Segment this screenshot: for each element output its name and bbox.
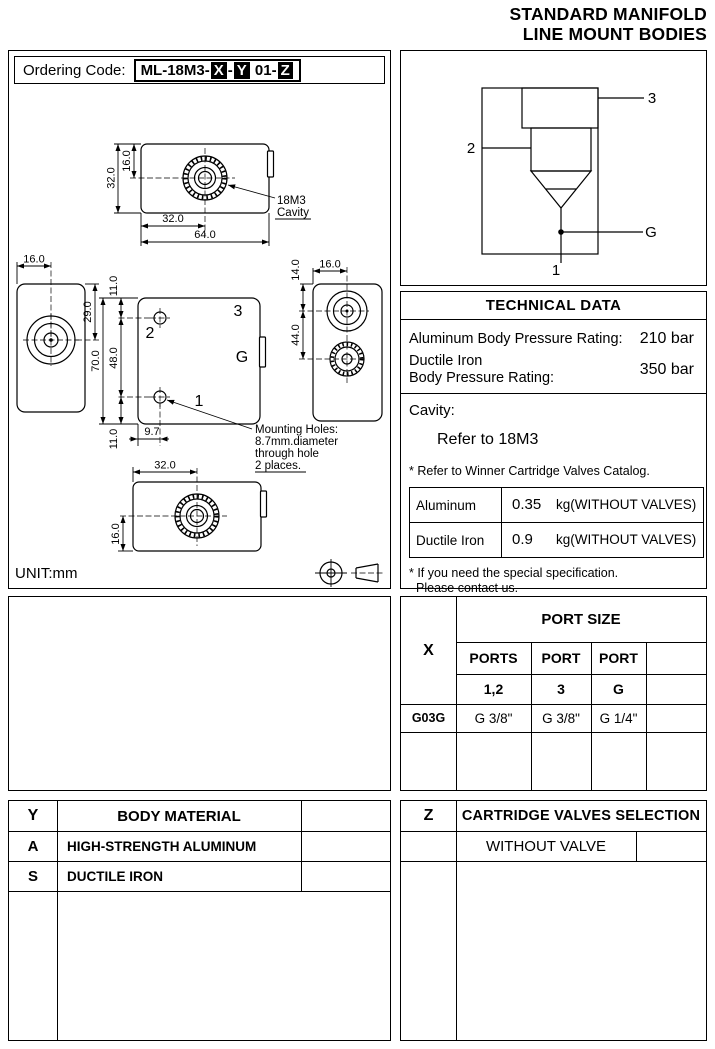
ordering-code-bar [14, 56, 385, 84]
third-angle-projection-icon [315, 559, 383, 587]
unit-label: UNIT:mm [15, 565, 78, 582]
pressure-label-line2: Body Pressure Rating: [409, 370, 555, 386]
pressure-value: 350 bar [639, 361, 694, 378]
body-material-table [8, 800, 391, 1041]
empty-panel [8, 596, 391, 791]
page-title-line1: STANDARD MANIFOLD [509, 4, 707, 24]
mounting-note-line2: 8.7mm.diameter [255, 436, 339, 448]
table-row [410, 523, 704, 558]
weight-value-cell [502, 523, 704, 558]
cavity-label: Cavity: [409, 402, 455, 419]
cavity-callout-line1: 18M3 [277, 195, 306, 207]
dim-label: 14.0 [290, 259, 302, 281]
dim-label: 64.0 [194, 229, 216, 241]
catalog-note: * Refer to Winner Cartridge Valves Catalog. [409, 464, 650, 478]
dim-label: 11.0 [108, 275, 120, 297]
side-tab [260, 337, 266, 367]
pressure-row-aluminum [409, 326, 698, 352]
port-size-port-row: 1,2 [483, 681, 504, 697]
weight-unit: kg(WITHOUT VALVES) [556, 497, 697, 512]
port-size-port-row: 3 [557, 681, 565, 697]
port-label-2: 2 [145, 325, 155, 342]
weight-unit: kg(WITHOUT VALVES) [556, 532, 697, 547]
ordering-code-value [134, 59, 301, 82]
body-material-code: S [27, 867, 38, 885]
schematic-port-1: 1 [551, 262, 561, 279]
cavity-schematic [401, 51, 706, 285]
weight-value: 0.9 [512, 531, 533, 548]
grid-line [636, 831, 637, 861]
weight-value-cell [502, 488, 704, 523]
footnote-line2: Please contact us. [416, 581, 519, 595]
port-size-value: G 3/8" [474, 710, 513, 726]
side-tab [261, 491, 267, 517]
dimension-drawing [9, 87, 390, 587]
drawing-panel [8, 50, 391, 589]
port-size-title: PORT SIZE [541, 611, 621, 628]
dim-label: 32.0 [154, 459, 176, 472]
port-label-G: G [235, 349, 249, 366]
divider [401, 393, 706, 394]
cartridge-title: CARTRIDGE VALVES SELECTION [461, 808, 701, 824]
dim-label: 11.0 [108, 428, 120, 450]
grid-line [9, 891, 390, 892]
dim-label: 16.0 [110, 523, 122, 545]
mounting-note-line3: through hole [255, 448, 319, 460]
schematic-panel [400, 50, 707, 286]
code-sep2: 01- [250, 61, 277, 79]
pressure-value: 210 bar [639, 330, 694, 347]
port-label-1: 1 [194, 393, 204, 410]
cavity-callout-line2: Cavity [277, 207, 309, 219]
dim-label: 44.0 [290, 324, 302, 346]
code-prefix: ML-18M3- [140, 61, 210, 79]
code-z-field: Z [278, 62, 293, 79]
code-y-field: Y [234, 62, 250, 79]
pressure-label: Aluminum Body Pressure Rating: [409, 330, 623, 347]
grid-line [646, 642, 647, 790]
top-view [106, 144, 312, 246]
port-size-col-header: PORT [599, 650, 638, 666]
front-view [90, 276, 338, 472]
dim-label: 16.0 [121, 150, 133, 172]
dim-label: 9.7 [144, 426, 160, 438]
right-plate-view [290, 259, 382, 422]
grid-line [401, 732, 706, 733]
body-material-code: A [27, 837, 39, 855]
dim-label: 16.0 [23, 253, 45, 266]
mounting-note-line1: Mounting Holes: [255, 424, 339, 436]
dim-label: 32.0 [105, 167, 118, 189]
special-spec-footnote [409, 566, 698, 596]
weight-material: Aluminum [410, 488, 502, 523]
port-size-code: G03G [411, 711, 446, 725]
page-title-line2: LINE MOUNT BODIES [522, 24, 707, 44]
port-label-3: 3 [233, 303, 243, 320]
port-size-table [400, 596, 707, 791]
page-title [510, 4, 708, 44]
grid-line [301, 801, 302, 891]
weight-table [409, 487, 704, 558]
pressure-label-line1: Ductile Iron [409, 353, 483, 369]
port-size-value: G 3/8" [542, 710, 580, 726]
schematic-port-G: G [645, 224, 657, 241]
cartridge-valve-table [400, 800, 707, 1041]
body-material-name: HIGH-STRENGTH ALUMINUM [67, 838, 257, 854]
code-sep1: - [227, 61, 233, 79]
body-material-title: BODY MATERIAL [117, 807, 241, 825]
schematic-port-3: 3 [647, 90, 657, 107]
ordering-code-label: Ordering Code: [23, 61, 126, 79]
body-material-name: DUCTILE IRON [67, 868, 163, 884]
schematic-port-2: 2 [466, 140, 476, 157]
port-size-x-header: X [423, 641, 434, 659]
port-size-port-row: G [613, 681, 624, 697]
bottom-view [110, 460, 267, 552]
weight-value: 0.35 [512, 496, 542, 513]
port-size-col-header: PORT [541, 650, 581, 666]
body-material-y-header: Y [27, 807, 39, 824]
dim-label: 32.0 [162, 213, 184, 225]
pressure-row-ductile-iron [409, 352, 698, 388]
grid-line [401, 861, 706, 862]
technical-data-body [401, 320, 706, 596]
technical-data-section [400, 291, 707, 595]
port-size-value: G 1/4" [599, 710, 638, 726]
left-plate-view [17, 254, 99, 413]
footnote-line1: * If you need the special specification. [409, 566, 619, 580]
cartridge-z-header: Z [423, 807, 434, 824]
dim-label: 70.0 [90, 350, 102, 372]
mounting-note-line4: 2 places. [255, 460, 302, 472]
port-size-col-header: PORTS [469, 650, 518, 666]
mounting-leader-arrow [167, 400, 252, 429]
cavity-value: Refer to 18M3 [437, 431, 539, 448]
technical-data-title: TECHNICAL DATA [401, 292, 706, 320]
dim-label: 16.0 [319, 258, 341, 271]
cavity-leader-arrow [228, 185, 275, 198]
weight-material: Ductile Iron [410, 523, 502, 558]
code-x-field: X [211, 62, 227, 79]
table-row [410, 488, 704, 523]
dim-label: 29.0 [82, 301, 94, 323]
cavity-symbol [467, 88, 657, 279]
dim-label: 48.0 [108, 347, 120, 369]
side-tab [268, 151, 274, 177]
cartridge-option: WITHOUT VALVE [485, 837, 606, 855]
pressure-label [409, 353, 554, 387]
